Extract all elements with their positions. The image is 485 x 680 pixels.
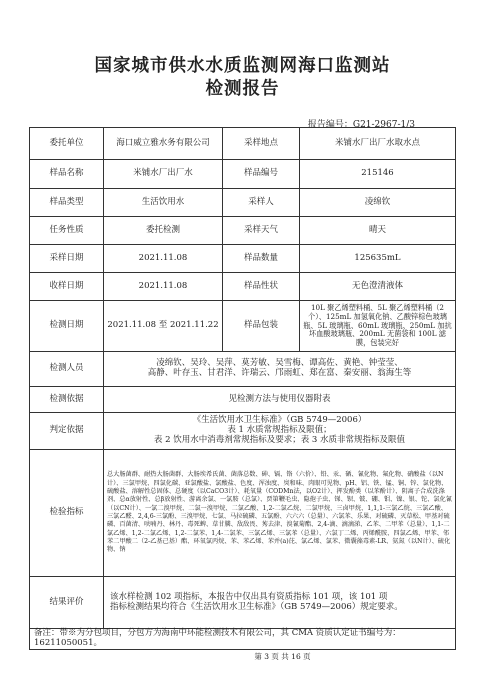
task-label: 任务性质 bbox=[30, 217, 104, 245]
conclusion-value bbox=[104, 577, 456, 629]
table-row bbox=[30, 577, 456, 629]
criteria-line-3: 表 2 饮用水中消毒剂常规指标及要求；表 3 水质非常规指标及限值 bbox=[153, 434, 406, 445]
sampling-place-value: 米铺水厂出厂水取水点 bbox=[300, 128, 456, 160]
receive-date-value: 2021.11.08 bbox=[104, 273, 223, 301]
note: 备注：带※为分包项目，分包方为海南中环能检测技术有限公司，其 CMA 资质认定证书编号为：16211050051。 bbox=[30, 629, 456, 650]
table-row bbox=[30, 450, 456, 577]
report-number: 报告编号：G21-2967-1/3 bbox=[307, 120, 415, 130]
table-row bbox=[30, 273, 456, 301]
test-date-value: 2021.11.08 至 2021.11.22 bbox=[104, 301, 223, 352]
staff-label: 检测人员 bbox=[30, 352, 104, 387]
package-value: 10L 聚乙烯塑料桶、5L 聚乙烯塑料桶（2 个）、125mL 加氢氧化钠、乙酸锌棕色玻璃瓶、5L 玻璃瓶、60mL 玻璃瓶、250mL 加抗坏血酸玻璃瓶、200mL 无菌袋和 100L 滤膜，包装完好 bbox=[300, 301, 456, 352]
test-date-label: 检测日期 bbox=[30, 301, 104, 352]
property-label: 样品性状 bbox=[223, 273, 300, 301]
staff-line-1: 凌绵钦、吴玲、吴萍、莫芳敏、吴雪梅、谭高佐、黄艳、钟莹莹、 bbox=[156, 358, 403, 369]
sample-name-value: 米铺水厂出厂水 bbox=[104, 160, 223, 189]
basis-label: 检测依据 bbox=[30, 387, 104, 413]
table-row bbox=[30, 128, 456, 160]
table-row bbox=[30, 387, 456, 413]
weather-value: 晴天 bbox=[300, 217, 456, 245]
sampling-date-label: 采样日期 bbox=[30, 245, 104, 273]
quantity-label: 样品数量 bbox=[223, 245, 300, 273]
client-value: 海口威立雅水务有限公司 bbox=[104, 128, 223, 160]
table-row bbox=[30, 413, 456, 450]
indicators-value: 总大肠菌群、耐热大肠菌群、大肠埃希氏菌、菌落总数、砷、镉、铬（六价）、铅、汞、硒、氰化物、氟化物、硝酸盐（以N计）、三氯甲烷、四氯化碳、亚氯酸盐、氯酸盐、色度、浑浊度、臭和味、肉眼可见物、pH、铝、铁、锰、铜、锌、氯化物、硫酸盐、溶解性总固体、总硬度（以CaCO3计）、耗氧量（CODMn法，以O2计）、挥发酚类（以苯酚计）、阴离子合成洗涤剂、总α放射性、总β放射性、游离余氯、一氯胺（总氯）、贾第鞭毛虫、隐孢子虫、锑、钡、铍、硼、钼、镍、银、铊、氯化氰（以CN计）、一氯二溴甲烷、二氯一溴甲烷、二氯乙酸、1,2-二氯乙烷、二氯甲烷、三卤甲烷、1,1,1-三氯乙烷、三氯乙酸、三氯乙醛、2,4,6-三氯酚、三溴甲烷、七氯、马拉硫磷、五氯酚、六六六（总量）、六氯苯、乐果、对硫磷、灭草松、甲基对硫磷、百菌清、呋喃丹、林丹、毒死蜱、草甘膦、敌敌畏、莠去津、溴氰菊酯、2,4-滴、滴滴涕、乙苯、二甲苯（总量）、1,1-二氯乙烯、1,2-二氯乙烯、1,2-二氯苯、1,4-二氯苯、三氯乙烯、三氯苯（总量）、六氯丁二烯、丙烯酰胺、四氯乙烯、甲苯、邻苯二甲酸二（2-乙基己基）酯、环氧氯丙烷、苯、苯乙烯、苯并(a)芘、氯乙烯、氯苯、微囊藻毒素-LR、氨氮（以N计）、硫化物、钠 bbox=[104, 450, 456, 577]
staff-line-2: 高静、叶存玉、甘君洋、许瑞云、邝雨虹、郑在富、秦安丽、翁海生等 bbox=[147, 368, 412, 378]
table-row bbox=[30, 629, 456, 650]
basis-value: 见检测方法与使用仪器附表 bbox=[104, 387, 456, 413]
property-value: 无色澄清液体 bbox=[300, 273, 456, 301]
conclusion-line-2: 指标检测结果均符合《生活饮用水卫生标准》（GB 5749—2006）规定要求。 bbox=[110, 601, 403, 612]
page-number: 第 3 页 共 16 页 bbox=[254, 652, 311, 661]
weather-label: 采样天气 bbox=[223, 217, 300, 245]
sampling-date-value: 2021.11.08 bbox=[104, 245, 223, 273]
sampling-place-label: 采样地点 bbox=[223, 128, 300, 160]
table-row bbox=[30, 245, 456, 273]
criteria-line-2: 表 1 水质常规指标及限值； bbox=[227, 425, 332, 436]
criteria-label: 判定依据 bbox=[30, 413, 104, 450]
table-row bbox=[30, 352, 456, 387]
sample-type-value: 生活饮用水 bbox=[104, 189, 223, 217]
sampler-label: 采样人 bbox=[223, 189, 300, 217]
table-row bbox=[30, 217, 456, 245]
report-title: 国家城市供水水质监测网海口监测站 bbox=[94, 56, 391, 76]
indicators-label: 检验指标 bbox=[30, 450, 104, 577]
table-row bbox=[30, 189, 456, 217]
sample-no-label: 样品编号 bbox=[223, 160, 300, 189]
report-table bbox=[29, 127, 456, 650]
report-subtitle: 检测报告 bbox=[205, 79, 280, 99]
table-row bbox=[30, 160, 456, 189]
quantity-value: 125635mL bbox=[300, 245, 456, 273]
staff-value bbox=[104, 352, 456, 387]
task-value: 委托检测 bbox=[104, 217, 223, 245]
package-label: 样品包装 bbox=[223, 301, 300, 352]
criteria-line-1: 《生活饮用水卫生标准》（GB 5749—2006） bbox=[192, 415, 367, 426]
conclusion-label: 结果评价 bbox=[30, 577, 104, 629]
sample-type-label: 样品类型 bbox=[30, 189, 104, 217]
conclusion-line-1: 该水样检测 102 项指标，本报告中仅出具有资质指标 101 项，该 101 项 bbox=[110, 591, 388, 602]
client-label: 委托单位 bbox=[30, 128, 104, 160]
receive-date-label: 收样日期 bbox=[30, 273, 104, 301]
sample-no-value: 215146 bbox=[300, 160, 456, 189]
sample-name-label: 样品名称 bbox=[30, 160, 104, 189]
table-row bbox=[30, 301, 456, 352]
criteria-value bbox=[104, 413, 456, 450]
sampler-value: 凌绵钦 bbox=[300, 189, 456, 217]
